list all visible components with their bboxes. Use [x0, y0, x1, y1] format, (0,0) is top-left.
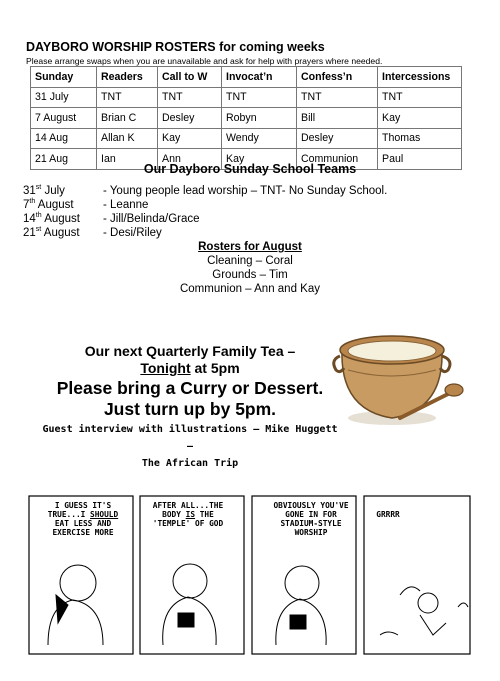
- table-cell: TNT: [297, 87, 378, 108]
- table-cell: TNT: [158, 87, 222, 108]
- august-rosters-title: Rosters for August: [198, 241, 302, 253]
- table-cell: Desley: [158, 108, 222, 129]
- table-row: [31, 87, 462, 108]
- tonight-text: Tonight: [140, 360, 191, 376]
- header-invocation: Invocat’n: [222, 67, 297, 88]
- guest-interview-line: Guest interview with illustrations – Mike Huggett –: [42, 424, 338, 452]
- table-cell: Kay: [158, 128, 222, 149]
- entry-day-suffix: st: [35, 226, 42, 233]
- table-row: [31, 108, 462, 129]
- table-cell: TNT: [222, 87, 297, 108]
- august-roster-line: Cleaning – Coral: [207, 255, 293, 267]
- table-cell: Ann: [158, 149, 222, 170]
- bubble-emphasis: SHOULD: [90, 510, 119, 519]
- entry-day: 21: [23, 227, 36, 239]
- table-cell: Allan K: [97, 128, 158, 149]
- entry-month: July: [41, 185, 65, 197]
- time-text: at 5pm: [190, 360, 240, 376]
- sunday-school-entry: [23, 214, 200, 226]
- table-cell: Paul: [378, 149, 462, 170]
- bubble-text: I GUESS IT'S TRUE...I: [47, 501, 112, 519]
- table-cell: 7 August: [31, 108, 97, 129]
- comic-bubble-3: OBVIOUSLY YOU'VE GONE IN FOR STADIUM-STYLE WORSHIP: [273, 501, 349, 537]
- entry-month: August: [41, 227, 80, 239]
- guest-interview: [40, 421, 340, 472]
- entry-day: 14: [23, 213, 36, 225]
- family-tea-time: [40, 360, 340, 376]
- table-cell: Wendy: [222, 128, 297, 149]
- table-cell: Ian: [97, 149, 158, 170]
- bubble-text: EAT LESS AND EXERCISE MORE: [52, 519, 114, 537]
- table-cell: Bill: [297, 108, 378, 129]
- table-cell: Robyn: [222, 108, 297, 129]
- header-readers: Readers: [97, 67, 158, 88]
- roster-table: [30, 66, 462, 170]
- guest-interview-topic: The African Trip: [141, 458, 239, 469]
- family-tea-bring: Please bring a Curry or Dessert.: [56, 378, 324, 398]
- entry-day-suffix: th: [35, 212, 42, 219]
- entry-month: August: [35, 199, 74, 211]
- august-roster-line: Communion – Ann and Kay: [179, 283, 320, 295]
- table-cell: Thomas: [378, 128, 462, 149]
- entry-team: - Jill/Belinda/Grace: [103, 213, 200, 225]
- header-sunday: Sunday: [31, 67, 97, 88]
- header-intercessions: Intercessions: [378, 67, 462, 88]
- august-roster-line: Grounds – Tim: [212, 269, 288, 281]
- family-tea-turn-up: Just turn up by 5pm.: [103, 399, 277, 419]
- entry-day-suffix: st: [35, 184, 42, 191]
- entry-team: - Leanne: [103, 199, 149, 211]
- family-tea-heading: Our next Quarterly Family Tea –: [84, 343, 296, 359]
- entry-day-suffix: th: [29, 198, 36, 205]
- sunday-school-entry: [23, 186, 387, 198]
- table-cell: 14 Aug: [31, 128, 97, 149]
- curry-pot-illustration: [330, 300, 470, 440]
- table-cell: Brian C: [97, 108, 158, 129]
- entry-team: - Young people lead worship – TNT- No Sunday School.: [103, 185, 388, 197]
- entry-day: 31: [23, 185, 36, 197]
- header-confession: Confess’n: [297, 67, 378, 88]
- table-cell: Communion: [297, 149, 378, 170]
- roster-title: DAYBORO WORSHIP ROSTERS for coming weeks: [26, 40, 325, 54]
- table-cell: TNT: [97, 87, 158, 108]
- bubble-text: THE 'TEMPLE' OF GOD: [152, 510, 224, 528]
- comic-bubble-2: [150, 501, 226, 528]
- sunday-school-title: Our Dayboro Sunday School Teams: [143, 162, 357, 176]
- roster-header-row: [31, 67, 462, 88]
- bubble-emphasis: IS: [185, 510, 196, 519]
- table-row: [31, 128, 462, 149]
- roster-subtitle: Please arrange swaps when you are unavailable and ask for help with prayers where needed.: [26, 56, 383, 66]
- sunday-school-entry: [23, 200, 148, 212]
- bubble-text: AFTER ALL...THE BODY: [152, 501, 224, 519]
- table-cell: TNT: [378, 87, 462, 108]
- table-cell: 31 July: [31, 87, 97, 108]
- entry-team: - Desi/Riley: [103, 227, 162, 239]
- entry-day: 7: [23, 199, 30, 211]
- header-call-to-worship: Call to W: [158, 67, 222, 88]
- entry-month: August: [41, 213, 81, 225]
- table-cell: Desley: [297, 128, 378, 149]
- table-cell: Kay: [222, 149, 297, 170]
- table-cell: Kay: [378, 108, 462, 129]
- table-cell: 21 Aug: [31, 149, 97, 170]
- sunday-school-entry: [23, 228, 162, 240]
- comic-bubble-1: [40, 501, 126, 537]
- comic-bubble-4: GRRRR: [376, 510, 400, 519]
